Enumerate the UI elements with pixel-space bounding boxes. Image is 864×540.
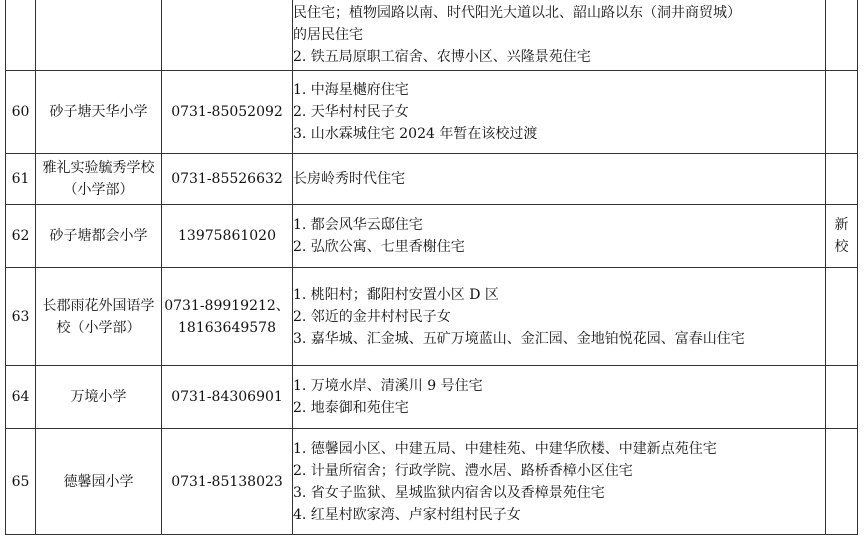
school-name: 砂子塘都会小学	[36, 205, 162, 268]
school-name: 雅礼实验毓秀学校（小学部）	[36, 154, 162, 205]
remark-char: 校	[834, 239, 849, 255]
district-area	[293, 366, 826, 429]
remark	[826, 0, 858, 71]
remark	[826, 154, 858, 205]
area-line: 2. 天华村村民子女	[293, 104, 409, 120]
row-number: 63	[6, 268, 36, 366]
row-number: 64	[6, 366, 36, 429]
area-line: 1. 中海星樾府住宅	[293, 82, 409, 98]
area-line: 2. 地泰御和苑住宅	[293, 400, 409, 416]
row-number: 61	[6, 154, 36, 205]
remark	[826, 71, 858, 154]
table-row	[6, 429, 858, 535]
area-line: 3. 山水霖城住宅 2024 年暂在该校过渡	[293, 126, 538, 142]
area-line: 4. 红星村欧家湾、卢家村组村民子女	[293, 506, 521, 523]
remark-char: 新	[834, 217, 849, 233]
phone-number: 0731-85052092	[162, 71, 293, 154]
area-line: 1. 德馨园小区、中建五局、中建桂苑、中建华欣楼、中建新点苑住宅	[293, 440, 717, 457]
school-name: 砂子塘天华小学	[36, 71, 162, 154]
remark	[826, 205, 858, 268]
district-area	[293, 429, 826, 535]
remark	[826, 268, 858, 366]
remark	[826, 366, 858, 429]
row-number	[6, 0, 36, 71]
area-line: 3. 嘉华城、汇金城、五矿万境蓝山、金汇园、金地铂悦花园、富春山住宅	[293, 330, 745, 347]
school-name: 德馨园小学	[36, 429, 162, 535]
area-line: 1. 万境水岸、清溪川 9 号住宅	[293, 378, 483, 394]
school-name	[36, 0, 162, 71]
area-line: 3. 省女子监狱、星城监狱内宿舍以及香樟景苑住宅	[293, 484, 605, 501]
district-area	[293, 268, 826, 366]
phone-number: 13975861020	[162, 205, 293, 268]
area-line: 2. 铁五局原职工宿舍、农博小区、兴隆景苑住宅	[293, 49, 591, 65]
table-row	[6, 154, 858, 205]
table-row	[6, 268, 858, 366]
district-area	[293, 71, 826, 154]
area-line: 2. 邻近的金井村村民子女	[293, 308, 451, 325]
phone-number	[162, 0, 293, 71]
row-number: 62	[6, 205, 36, 268]
area-line: 1. 桃阳村；鄱阳村安置小区 D 区	[293, 286, 499, 303]
area-line: 民住宅；植物园路以南、时代阳光大道以北、韶山路以东（洞井商贸城）	[293, 5, 741, 21]
phone-number: 0731-84306901	[162, 366, 293, 429]
school-district-table	[5, 0, 858, 535]
table-row	[6, 366, 858, 429]
area-line: 长房岭秀时代住宅	[293, 171, 405, 187]
row-number: 65	[6, 429, 36, 535]
area-line: 1. 都会风华云邸住宅	[293, 217, 423, 233]
table-row	[6, 0, 858, 71]
area-line: 的居民住宅	[293, 27, 363, 43]
district-area	[293, 154, 826, 205]
school-name: 长郡雨花外国语学校（小学部）	[36, 268, 162, 366]
table-row	[6, 71, 858, 154]
district-area	[293, 0, 826, 71]
school-name: 万境小学	[36, 366, 162, 429]
phone-number: 0731-89919212、18163649578	[162, 268, 293, 366]
remark	[826, 429, 858, 535]
phone-number: 0731-85526632	[162, 154, 293, 205]
area-line: 2. 弘欣公寓、七里香榭住宅	[293, 239, 465, 255]
district-area	[293, 205, 826, 268]
phone-number: 0731-85138023	[162, 429, 293, 535]
area-line: 2. 计量所宿舍；行政学院、澧水居、路桥香樟小区住宅	[293, 462, 633, 479]
row-number: 60	[6, 71, 36, 154]
table-row	[6, 205, 858, 268]
